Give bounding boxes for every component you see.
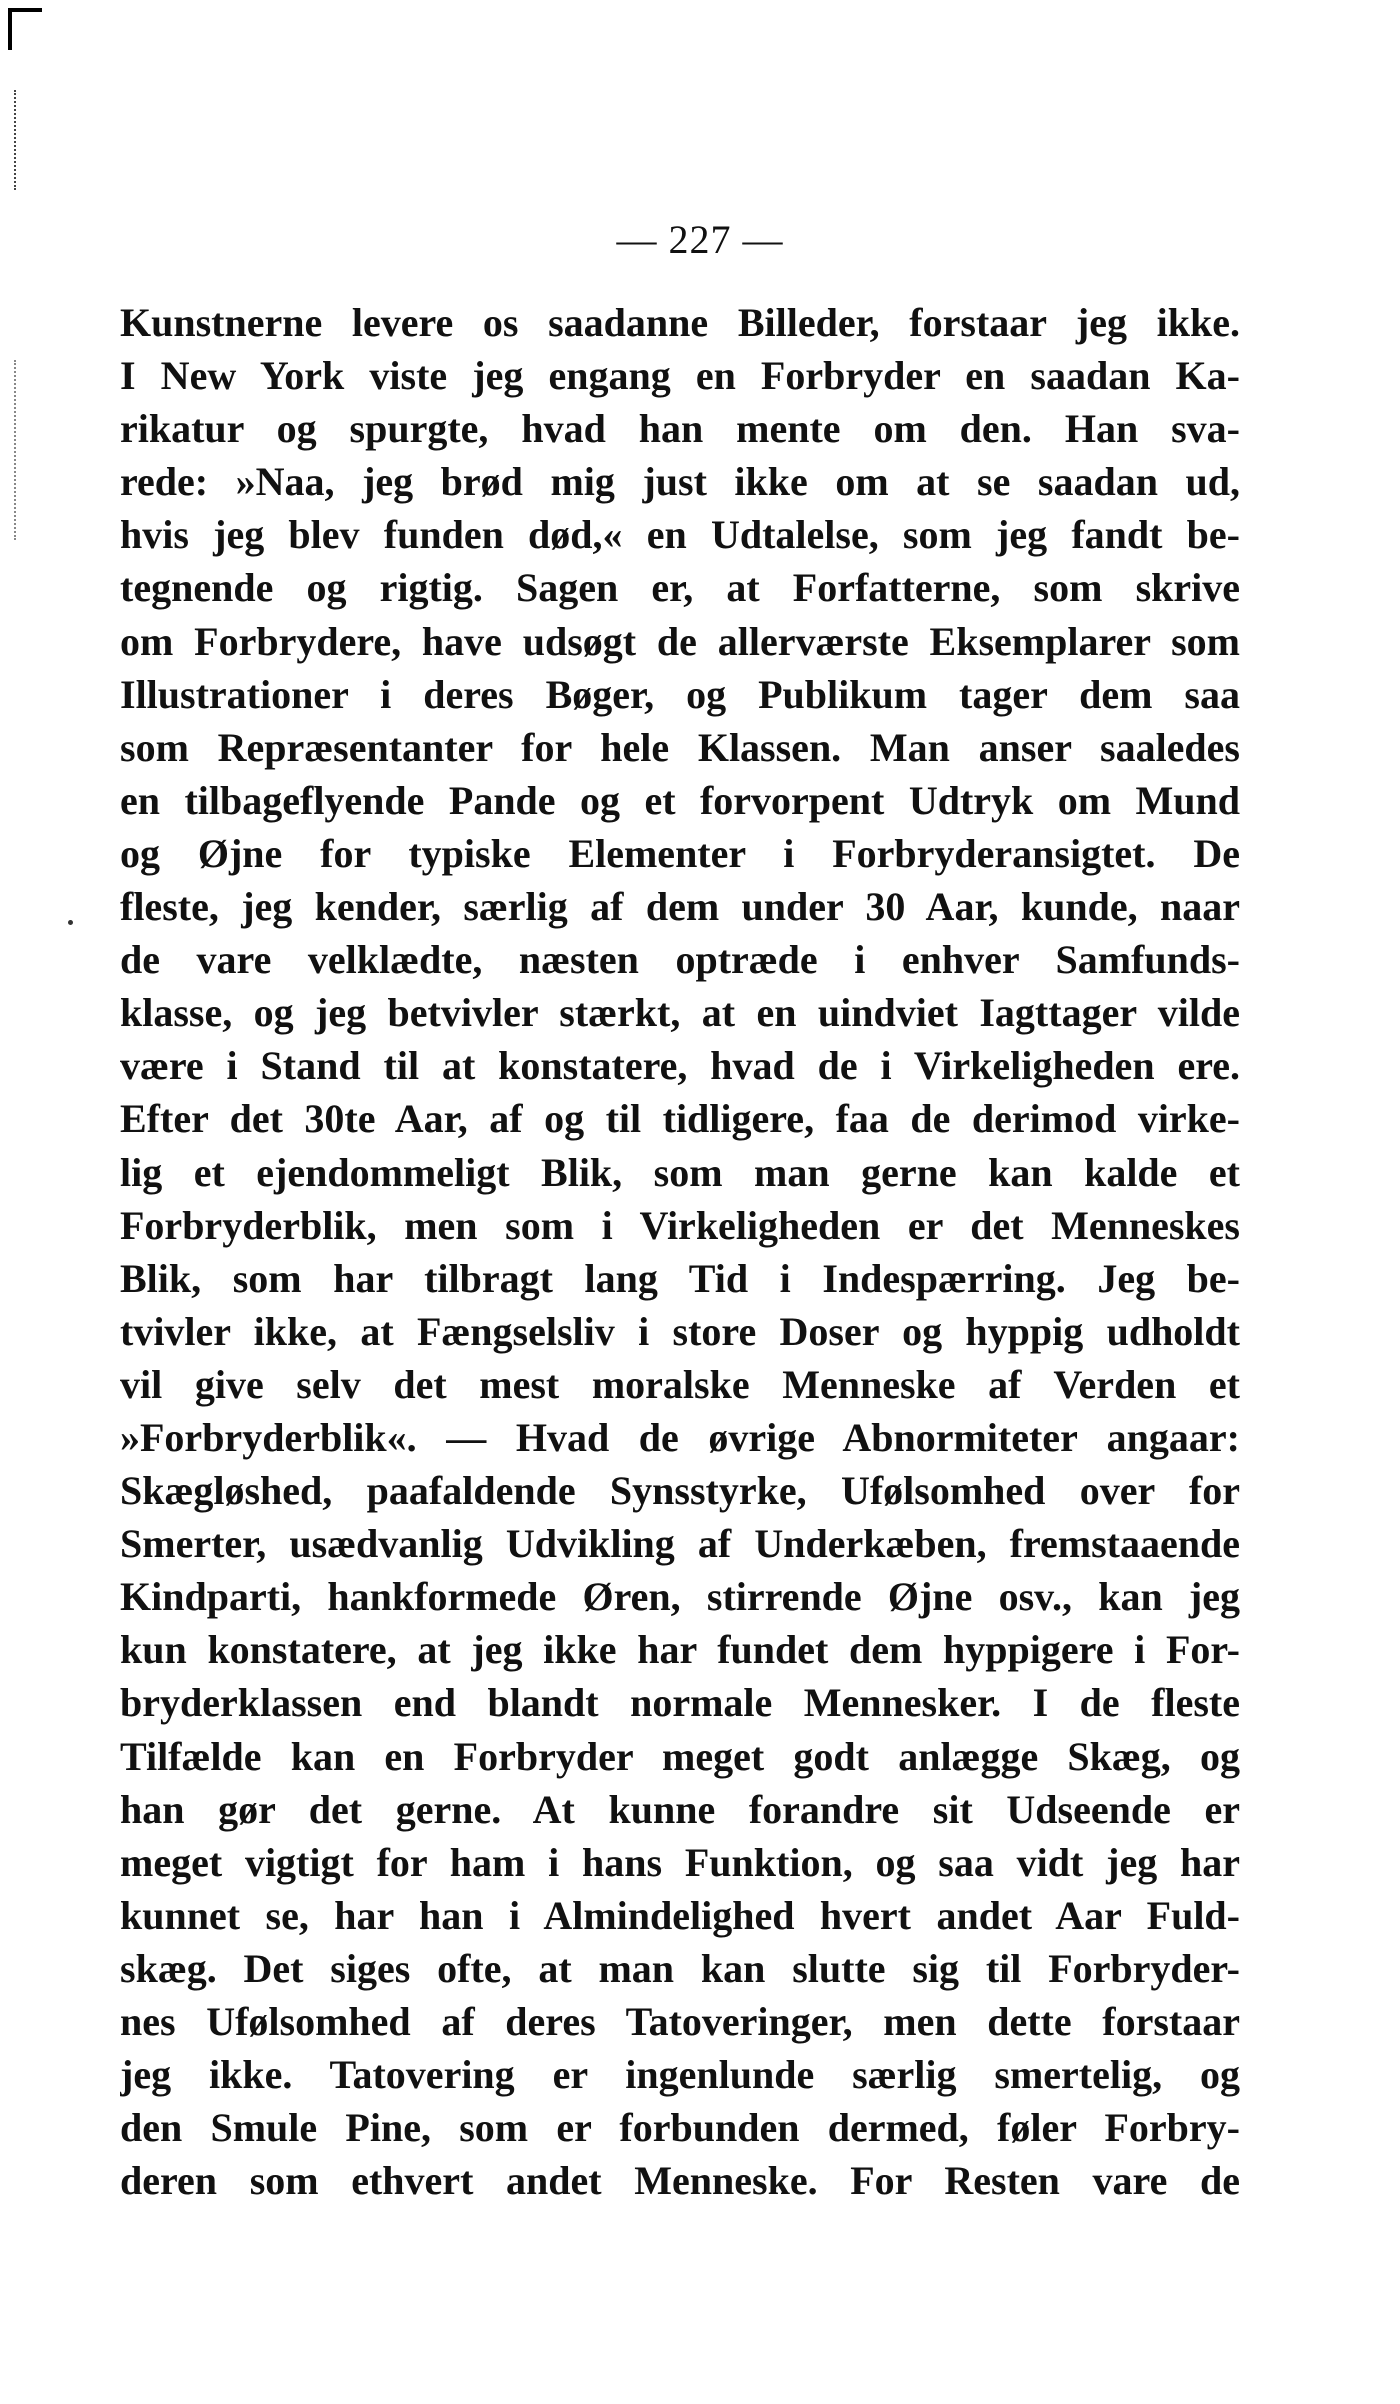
text-line: lig et ejendommeligt Blik, som man gerne kan kalde et xyxy=(120,1149,1240,1195)
text-line: Forbryderblik, men som i Virkeligheden er det Menneskes xyxy=(120,1202,1240,1248)
text-line: Tilfælde kan en Forbryder meget godt anlægge Skæg, og xyxy=(120,1733,1240,1779)
text-line: rede: »Naa, jeg brød mig just ikke om at se saadan ud, xyxy=(120,459,1240,505)
text-line: skæg. Det siges ofte, at man kan slutte sig til Forbryder- xyxy=(120,1945,1240,1991)
text-line: Illustrationer i deres Bøger, og Publikum tager dem saa xyxy=(120,671,1240,717)
scan-corner-mark-vertical xyxy=(8,8,12,50)
text-line: bryderklassen end blandt normale Mennesker. I de fleste xyxy=(120,1680,1240,1726)
text-line: deren som ethvert andet Menneske. For Resten vare de xyxy=(120,2158,1240,2204)
text-line: klasse, og jeg betvivler stærkt, at en uindviet Iagttager vilde xyxy=(120,990,1240,1036)
text-line: som Repræsentanter for hele Klassen. Man anser saaledes xyxy=(120,724,1240,770)
text-line: I New York viste jeg engang en Forbryder en saadan Ka- xyxy=(120,353,1240,399)
text-line: Blik, som har tilbragt lang Tid i Indespærring. Jeg be- xyxy=(120,1255,1240,1301)
page-number: — 227 — xyxy=(616,217,784,262)
body-text xyxy=(120,296,1240,2207)
scan-corner-mark xyxy=(8,8,42,12)
text-line: tvivler ikke, at Fængselsliv i store Doser og hyppig udholdt xyxy=(120,1308,1240,1354)
text-line: rikatur og spurgte, hvad han mente om den. Han sva- xyxy=(120,406,1240,452)
text-line: meget vigtigt for ham i hans Funktion, og saa vidt jeg har xyxy=(120,1839,1240,1885)
text-line: fleste, jeg kender, særlig af dem under 30 Aar, kunde, naar xyxy=(120,884,1240,930)
text-line: om Forbrydere, have udsøgt de allerværste Eksemplarer som xyxy=(120,618,1240,664)
text-line: en tilbageflyende Pande og et forvorpent Udtryk om Mund xyxy=(120,777,1240,823)
text-line: Kunstnerne levere os saadanne Billeder, forstaar jeg ikke. xyxy=(120,300,1240,345)
scan-speck xyxy=(68,920,73,925)
scan-edge-artifact xyxy=(14,90,19,190)
text-line: tegnende og rigtig. Sagen er, at Forfatterne, som skrive xyxy=(120,565,1240,611)
text-line: jeg ikke. Tatovering er ingenlunde særlig smertelig, og xyxy=(120,2052,1240,2098)
scan-edge-artifact-lower xyxy=(14,360,19,540)
text-line: vil give selv det mest moralske Menneske af Verden et xyxy=(120,1361,1240,1407)
text-line: nes Ufølsomhed af deres Tatoveringer, men dette forstaar xyxy=(120,1999,1240,2044)
text-line: »Forbryderblik«. — Hvad de øvrige Abnormiteter angaar: xyxy=(120,1414,1240,1460)
text-line: være i Stand til at konstatere, hvad de i Virkeligheden ere. xyxy=(120,1043,1240,1089)
text-line: Kindparti, hankformede Øren, stirrende Øjne osv., kan jeg xyxy=(120,1574,1240,1620)
text-line: kunnet se, har han i Almindelighed hvert andet Aar Fuld- xyxy=(120,1892,1240,1938)
text-line: hvis jeg blev funden død,« en Udtalelse, som jeg fandt be- xyxy=(120,512,1240,558)
text-line: kun konstatere, at jeg ikke har fundet dem hyppigere i For- xyxy=(120,1627,1240,1673)
text-line: Skægløshed, paafaldende Synsstyrke, Ufølsomhed over for xyxy=(120,1468,1240,1514)
text-line: han gør det gerne. At kunne forandre sit Udseende er xyxy=(120,1786,1240,1832)
text-line: og Øjne for typiske Elementer i Forbryderansigtet. De xyxy=(120,830,1240,876)
text-line: de vare velklædte, næsten optræde i enhver Samfunds- xyxy=(120,937,1240,983)
text-line: den Smule Pine, som er forbunden dermed, føler Forbry- xyxy=(120,2105,1240,2151)
text-line: Smerter, usædvanlig Udvikling af Underkæben, fremstaaende xyxy=(120,1521,1240,1567)
text-line: Efter det 30te Aar, af og til tidligere, faa de derimod virke- xyxy=(120,1096,1240,1142)
